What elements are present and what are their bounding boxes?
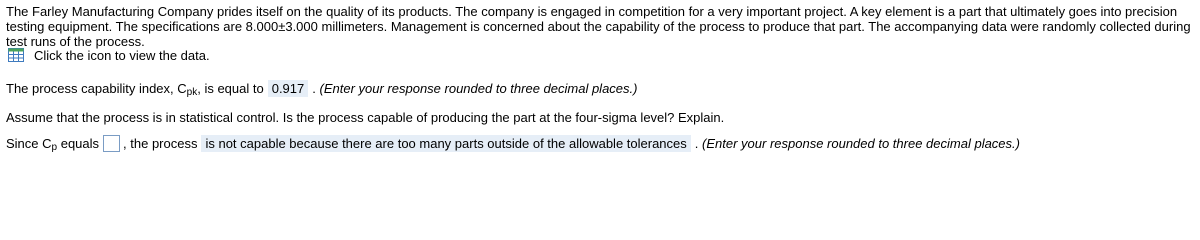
view-data-link[interactable] xyxy=(8,47,210,63)
cpk-period: . xyxy=(312,81,316,96)
cp-input[interactable] xyxy=(103,135,120,152)
cpk-middle: , is equal to xyxy=(197,81,264,96)
cpk-hint: (Enter your response rounded to three decimal places.) xyxy=(319,81,638,96)
cp-hint: (Enter your response rounded to three decimal places.) xyxy=(702,136,1020,151)
question-cp xyxy=(6,135,1020,152)
cpk-answer: 0.917 xyxy=(268,80,309,97)
cp-after-input: , the process xyxy=(123,136,198,151)
cp-prefix: Since C xyxy=(6,136,52,151)
cpk-prefix: The process capability index, C xyxy=(6,81,187,96)
question-four-sigma: Assume that the process is in statistical control. Is the process capable of producing the part at the four-sigma level? Explain. xyxy=(6,110,725,125)
table-icon[interactable] xyxy=(8,48,24,62)
question-cpk xyxy=(6,80,637,97)
cp-answer-dropdown[interactable]: is not capable because there are too many parts outside of the allowable tolerances xyxy=(201,135,690,152)
view-data-label[interactable]: Click the icon to view the data. xyxy=(34,47,210,63)
problem-statement: The Farley Manufacturing Company prides itself on the quality of its products. The company is engaged in competition for a very important project. A key element is a part that ultimately goes into precision testing equipment. The specifications are 8.000±3.000 millimeters. Management is concerned about the capability of the process to produce that part. The accompanying data were randomly collected during test runs of the process. xyxy=(6,4,1191,49)
cp-middle: equals xyxy=(60,136,100,151)
cp-subscript: p xyxy=(51,142,58,153)
cp-period: . xyxy=(694,136,699,151)
cpk-subscript: pk xyxy=(186,87,198,98)
